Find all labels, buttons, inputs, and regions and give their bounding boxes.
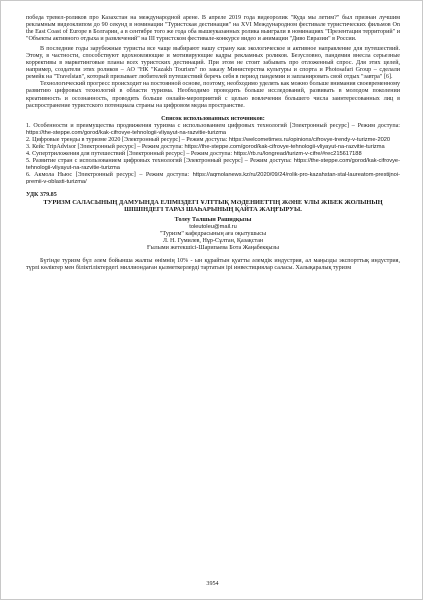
author-name: Толеу Талшын Рашидқызы bbox=[174, 216, 252, 223]
udc-code: УДК 379.85 bbox=[26, 192, 57, 199]
references-list bbox=[26, 123, 400, 186]
reference-item-6 bbox=[26, 172, 400, 186]
article-title: ТУРИЗМ САЛАСЫНЫҢ ДАМУЫНДА ЕЛІМІЗДЕГІ ҰЛТТЫҚ МӘДЕНИЕТТІҢ ЖӘНЕ ҰЛЫ ЖІБЕК ЖОЛЫНЫҢ ШІШІНДЕГІ ТАРАЗ ШАҺАРЫНЫҢ ҚАЙТА ЖАҢҒЫРУЫ. bbox=[43, 199, 383, 214]
reference-url[interactable]: https://the-steppe.com/gorod/kak-cifrovye-tehnologii-vliyayut-na-razvitie-turizma bbox=[26, 157, 400, 171]
reference-url[interactable]: https://aqmolanews.kz/ru/2020/09/24/rolik-pro-kazahstan-stal-laureatom-prestijnoi-premii-v-oblasti-turizma/ bbox=[26, 171, 400, 186]
reference-item-2 bbox=[26, 137, 400, 144]
reference-url[interactable]: https://the-steppe.com/gorod/kak-cifrovye-tehnologii-vliyayut-na-razvitie-turizma bbox=[26, 129, 227, 136]
reference-url[interactable]: https://welcometimes.ru/opinions/cifrovye-trendy-v-turizme-2020 bbox=[228, 136, 391, 143]
reference-item-3 bbox=[26, 144, 400, 151]
reference-item-1 bbox=[26, 123, 400, 137]
body-paragraph-2: В последние годы зарубежные туристы все чаще выбирают нашу страну как экологическое и активное направление для путешествий. Этому, в частности, способствуют вдохновляющие и мотивирующие кадры рекламных роликов. Безусловно, пандемия внесла серьезные коррективы в маркетинговые планы всех туристских дестинаций. При этом не стоит забывать про отложенный спрос. Для этих целей, например, создатели этих роликов – АО "НК "Kazakh Tourism" по заказу Министерства культуры и спорта и Photosafari Group – сделали ремейк на "Travelstan", который призывает любителей путешествий беречь себя в период пандемии и запланировать свой отдых "завтра" [6]. bbox=[26, 46, 400, 81]
page-number: 3954 bbox=[206, 581, 219, 587]
reference-text: 2. Цифровые тренды в туризме 2020 [Электронный ресурс] – Режим доступа: bbox=[26, 136, 229, 143]
reference-item-5 bbox=[26, 158, 400, 172]
reference-text: 1. Особенности и преимущества продвижения туризма с использованием цифровых технологий [Электронный ресурс] – Режим доступа: bbox=[26, 122, 400, 129]
body-paragraph-3: Технологический прогресс происходит на постоянной основе, поэтому, необходимо уделять как можно больше внимания своевременному развитию цифровых технологий в области туризма. Необходимо проводить больше исследований, развивать в молодом поколении креативность и осознанность, проводить больше онлайн-мероприятий с целью вовлечения большего числа заинтересованных лиц в распространение туристского потенциала страны на цифровом медиа пространстве. bbox=[26, 81, 400, 109]
reference-text: 6. Акмола Ньюс [Электронный ресурс] – Режим доступа: bbox=[26, 171, 193, 178]
article-intro-paragraph: Бүгінде туризм бүл әлем бойынша жалпы өнімнің 10% - ын құрайтын қуатты әлемдік индустрия, ал маңызды экспорттық индустрия, түрлі көліктер мен біліктіліктердегі миллиондаған қызметкерлерді тартатын ірі инвестициялар саласы. Халықаралық туризм bbox=[26, 257, 400, 271]
page-content bbox=[26, 15, 400, 272]
body-paragraph-1: победа тревел-роликов про Казахстан на международной арене. В апреле 2019 года видеоролик "Куда мы летим?" был признан лучшим рекламным видеоклипом до 90 секунд в номинации "Туристская дестинация" на XVI Международном фестивале туристических фильмов On the East Coast of Europe в Болгарии, а в сентябре того же года оба вышеуказанных ролика выиграли в номинациях "Презентация территорий" и "Объекты активного отдыха и развлечений" на III туристском фестивале-конкурсе видео и анимации "Диво Евразии" в России. bbox=[26, 15, 400, 43]
reference-url[interactable]: https://rb.ru/longread/turizm-v-cifre/#rec215617188 bbox=[233, 150, 362, 157]
author-affiliation-university: Л. Н. Гумилев, Нұр-Сұлтан, Қазақстан bbox=[162, 237, 264, 244]
author-email[interactable]: toleutoleu@mail.ru bbox=[189, 223, 237, 230]
reference-text: 3. Кейс TripAdvisor [Электронный ресурс] – Режим доступа: bbox=[26, 143, 185, 150]
author-affiliation-position: "Туризм" кафедрасының аға оқытушысы bbox=[159, 230, 267, 237]
scientific-supervisor: Ғылыми жетекшісі-Шарипаева Бота Жаңабекқызы bbox=[147, 244, 279, 251]
references-title: Список использованных источников: bbox=[161, 115, 265, 122]
reference-item-4 bbox=[26, 151, 400, 158]
reference-url[interactable]: https://the-steppe.com/gorod/kak-cifrovye-tehnologii-vliyayut-na-razvitie-turizma bbox=[184, 143, 385, 150]
reference-text: 5. Развитие стран с использованием цифровых технологий [Электронный ресурс] – Режим доступа: bbox=[26, 157, 294, 164]
reference-text: 4. Супертриложения для путешествий [Электронный ресурс] – Режим доступа: bbox=[26, 150, 234, 157]
